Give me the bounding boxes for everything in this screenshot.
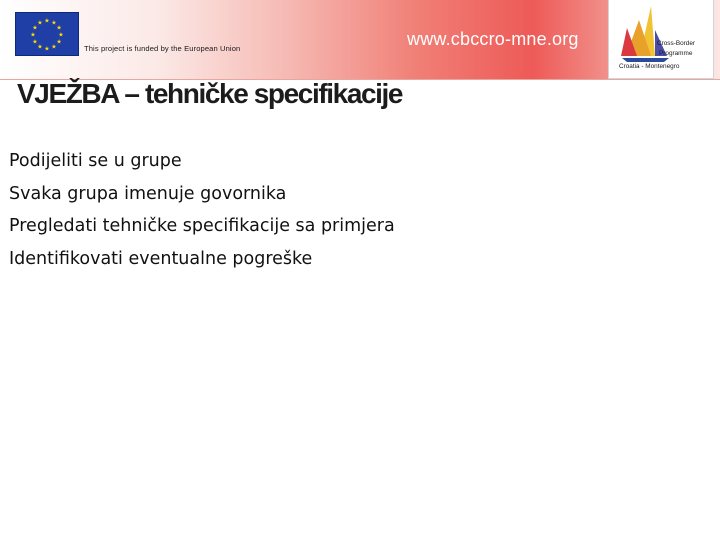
list-item: Svaka grupa imenuje govornika (9, 183, 287, 204)
logo-line-programme: Programme (659, 50, 693, 57)
svg-text:★: ★ (37, 43, 43, 51)
list-item: Pregledati tehničke specifikacije sa primjera (9, 216, 395, 236)
svg-text:★: ★ (32, 38, 38, 46)
svg-text:★: ★ (56, 24, 62, 32)
website-url[interactable]: www.cbccro-mne.org (407, 29, 579, 49)
logo-line-cross-border: Cross-Border (657, 40, 695, 47)
list-item: Podijeliti se u grupe (9, 151, 182, 171)
slide-content-list (9, 145, 395, 275)
eu-flag-icon (15, 12, 79, 56)
svg-text:★: ★ (58, 31, 64, 39)
funding-statement: This project is funded by the European Union (84, 44, 241, 53)
programme-logo (608, 0, 714, 79)
list-item: Identifikovati eventualne pogreške (9, 248, 313, 269)
svg-text:★: ★ (56, 38, 62, 46)
svg-text:★: ★ (37, 19, 43, 27)
slide-title: VJEŽBA – tehničke specifikacije (17, 78, 403, 109)
eu-stars-icon (16, 13, 78, 55)
svg-text:★: ★ (44, 45, 50, 53)
svg-text:★: ★ (32, 24, 38, 32)
svg-text:★: ★ (44, 17, 50, 25)
svg-text:★: ★ (30, 31, 36, 39)
svg-text:★: ★ (51, 19, 57, 27)
svg-text:★: ★ (51, 43, 57, 51)
logo-line-countries: Croatia - Montenegro (619, 63, 680, 70)
